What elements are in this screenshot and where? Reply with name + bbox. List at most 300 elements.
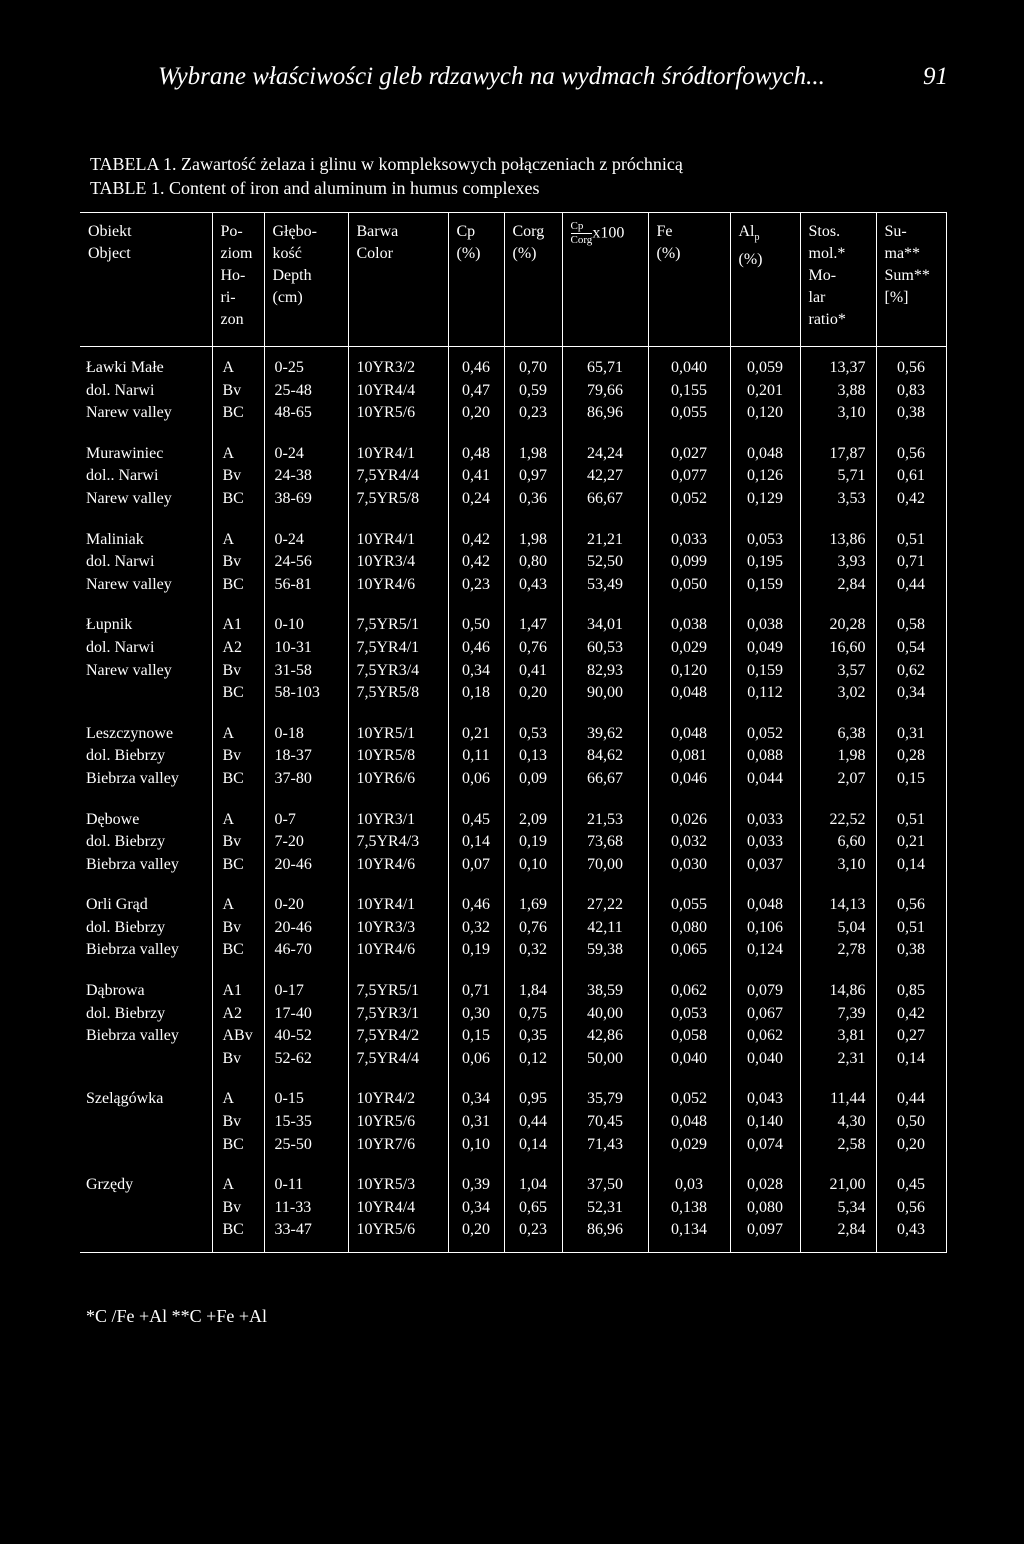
cell-al: 0,124 bbox=[730, 939, 800, 962]
cell-color: 10YR4/1 bbox=[348, 425, 448, 466]
cell-corg: 0,13 bbox=[504, 745, 562, 768]
cell-al: 0,129 bbox=[730, 488, 800, 511]
cell-horizon: A bbox=[212, 791, 264, 832]
cell-horizon: Bv bbox=[212, 465, 264, 488]
table-row bbox=[80, 425, 946, 466]
cell-cp: 0,47 bbox=[448, 380, 504, 403]
cell-depth: 0-18 bbox=[264, 705, 348, 746]
cell-object: Orli Grąd bbox=[86, 896, 148, 914]
cell-horizon: A bbox=[212, 511, 264, 552]
cell-color: 10YR5/3 bbox=[348, 1156, 448, 1197]
cell-al: 0,080 bbox=[730, 1197, 800, 1220]
header-color: Barwa Color bbox=[348, 213, 448, 347]
cell-object: Łupnik bbox=[86, 616, 133, 634]
cell-depth: 48-65 bbox=[264, 402, 348, 425]
cell-horizon: ABv bbox=[212, 1025, 264, 1048]
cell-fe: 0,065 bbox=[648, 939, 730, 962]
page-number: 91 bbox=[923, 63, 948, 90]
cell-object: Narew valley bbox=[86, 575, 172, 593]
cell-horizon: A bbox=[212, 1070, 264, 1111]
cell-horizon: A2 bbox=[212, 637, 264, 660]
cell-depth: 17-40 bbox=[264, 1003, 348, 1026]
cell-cp-corg-ratio: 52,50 bbox=[562, 551, 648, 574]
cell-cp-corg-ratio: 90,00 bbox=[562, 682, 648, 705]
table-row bbox=[80, 854, 946, 877]
cell-corg: 0,80 bbox=[504, 551, 562, 574]
cell-sum: 0,58 bbox=[876, 596, 946, 637]
cell-fe: 0,052 bbox=[648, 488, 730, 511]
cell-fe: 0,052 bbox=[648, 1070, 730, 1111]
table-row bbox=[80, 574, 946, 597]
cell-sum: 0,56 bbox=[876, 1197, 946, 1220]
cell-cp: 0,06 bbox=[448, 1048, 504, 1071]
cell-al: 0,067 bbox=[730, 1003, 800, 1026]
cell-object bbox=[80, 1197, 212, 1220]
cell-corg: 0,53 bbox=[504, 705, 562, 746]
cell-depth: 52-62 bbox=[264, 1048, 348, 1071]
cell-sum: 0,15 bbox=[876, 768, 946, 791]
cell-al: 0,159 bbox=[730, 660, 800, 683]
cell-corg: 0,23 bbox=[504, 402, 562, 425]
cell-horizon: BC bbox=[212, 488, 264, 511]
cell-molar-ratio: 14,13 bbox=[800, 876, 876, 917]
cell-molar-ratio: 11,44 bbox=[800, 1070, 876, 1111]
table-row bbox=[80, 876, 946, 917]
cell-color: 7,5YR4/4 bbox=[348, 465, 448, 488]
cell-object bbox=[80, 1134, 212, 1157]
cell-corg: 0,76 bbox=[504, 917, 562, 940]
cell-depth: 15-35 bbox=[264, 1111, 348, 1134]
cell-color: 7,5YR3/1 bbox=[348, 1003, 448, 1026]
cell-al: 0,159 bbox=[730, 574, 800, 597]
cell-sum: 0,34 bbox=[876, 682, 946, 705]
cell-molar-ratio: 2,84 bbox=[800, 574, 876, 597]
cell-fe: 0,055 bbox=[648, 876, 730, 917]
table-row bbox=[80, 831, 946, 854]
table-row bbox=[80, 1070, 946, 1111]
cell-cp: 0,23 bbox=[448, 574, 504, 597]
table-row bbox=[80, 1048, 946, 1071]
cell-al: 0,062 bbox=[730, 1025, 800, 1048]
cell-horizon: A bbox=[212, 347, 264, 380]
cell-al: 0,044 bbox=[730, 768, 800, 791]
cell-al: 0,112 bbox=[730, 682, 800, 705]
cell-depth: 38-69 bbox=[264, 488, 348, 511]
cell-fe: 0,048 bbox=[648, 705, 730, 746]
cell-cp: 0,31 bbox=[448, 1111, 504, 1134]
table-row bbox=[80, 1156, 946, 1197]
cell-sum: 0,62 bbox=[876, 660, 946, 683]
cell-molar-ratio: 13,37 bbox=[800, 347, 876, 380]
cell-horizon: BC bbox=[212, 1219, 264, 1252]
cell-corg: 0,65 bbox=[504, 1197, 562, 1220]
cell-fe: 0,050 bbox=[648, 574, 730, 597]
cell-cp-corg-ratio: 82,93 bbox=[562, 660, 648, 683]
cell-cp: 0,20 bbox=[448, 1219, 504, 1252]
cell-corg: 0,95 bbox=[504, 1070, 562, 1111]
cell-molar-ratio: 2,31 bbox=[800, 1048, 876, 1071]
cell-cp: 0,18 bbox=[448, 682, 504, 705]
cell-cp-corg-ratio: 86,96 bbox=[562, 402, 648, 425]
table-row bbox=[80, 768, 946, 791]
cell-fe: 0,048 bbox=[648, 1111, 730, 1134]
cell-al: 0,033 bbox=[730, 831, 800, 854]
caption-english: TABLE 1. Content of iron and aluminum in humus complexes bbox=[90, 178, 540, 198]
cell-depth: 24-38 bbox=[264, 465, 348, 488]
cell-horizon: BC bbox=[212, 402, 264, 425]
cell-object: Leszczynowe bbox=[86, 724, 174, 742]
cell-molar-ratio: 3,57 bbox=[800, 660, 876, 683]
cell-corg: 0,10 bbox=[504, 854, 562, 877]
cell-color: 10YR6/6 bbox=[348, 768, 448, 791]
cell-horizon: A bbox=[212, 1156, 264, 1197]
cell-depth: 0-17 bbox=[264, 962, 348, 1003]
cell-al: 0,052 bbox=[730, 705, 800, 746]
cell-object: Biebrza valley bbox=[86, 855, 179, 873]
cell-fe: 0,081 bbox=[648, 745, 730, 768]
cell-al: 0,038 bbox=[730, 596, 800, 637]
cell-molar-ratio: 1,98 bbox=[800, 745, 876, 768]
cell-depth: 0-25 bbox=[264, 347, 348, 380]
cell-fe: 0,029 bbox=[648, 637, 730, 660]
cell-color: 7,5YR4/2 bbox=[348, 1025, 448, 1048]
cell-molar-ratio: 3,10 bbox=[800, 854, 876, 877]
cell-fe: 0,155 bbox=[648, 380, 730, 403]
cell-color: 7,5YR5/8 bbox=[348, 682, 448, 705]
cell-corg: 0,97 bbox=[504, 465, 562, 488]
cell-corg: 0,20 bbox=[504, 682, 562, 705]
cell-corg: 0,76 bbox=[504, 637, 562, 660]
cell-molar-ratio: 21,00 bbox=[800, 1156, 876, 1197]
cell-cp-corg-ratio: 39,62 bbox=[562, 705, 648, 746]
cell-color: 10YR5/6 bbox=[348, 1219, 448, 1252]
header-horizon: Po- ziom Ho- ri- zon bbox=[212, 213, 264, 347]
cell-horizon: A1 bbox=[212, 596, 264, 637]
cell-cp-corg-ratio: 53,49 bbox=[562, 574, 648, 597]
cell-cp: 0,46 bbox=[448, 637, 504, 660]
cell-molar-ratio: 5,71 bbox=[800, 465, 876, 488]
cell-sum: 0,85 bbox=[876, 962, 946, 1003]
cell-cp: 0,10 bbox=[448, 1134, 504, 1157]
cell-horizon: BC bbox=[212, 939, 264, 962]
cell-object: dol. Narwi bbox=[86, 381, 155, 399]
cell-corg: 0,35 bbox=[504, 1025, 562, 1048]
cell-cp: 0,46 bbox=[448, 347, 504, 380]
table-row bbox=[80, 1197, 946, 1220]
cell-corg: 0,59 bbox=[504, 380, 562, 403]
cell-cp-corg-ratio: 27,22 bbox=[562, 876, 648, 917]
cell-cp-corg-ratio: 50,00 bbox=[562, 1048, 648, 1071]
cell-cp: 0,34 bbox=[448, 1197, 504, 1220]
cell-cp-corg-ratio: 70,00 bbox=[562, 854, 648, 877]
cell-molar-ratio: 5,34 bbox=[800, 1197, 876, 1220]
cell-depth: 0-24 bbox=[264, 425, 348, 466]
table-body bbox=[80, 347, 946, 1253]
cell-object: dol. Biebrzy bbox=[86, 918, 166, 936]
cell-cp: 0,42 bbox=[448, 551, 504, 574]
cell-horizon: Bv bbox=[212, 745, 264, 768]
table-row bbox=[80, 962, 946, 1003]
cell-al: 0,088 bbox=[730, 745, 800, 768]
cell-molar-ratio: 4,30 bbox=[800, 1111, 876, 1134]
cell-cp-corg-ratio: 79,66 bbox=[562, 380, 648, 403]
cell-color: 10YR4/1 bbox=[348, 511, 448, 552]
cell-cp: 0,21 bbox=[448, 705, 504, 746]
cell-cp: 0,71 bbox=[448, 962, 504, 1003]
cell-cp: 0,41 bbox=[448, 465, 504, 488]
table-row bbox=[80, 791, 946, 832]
cell-sum: 0,71 bbox=[876, 551, 946, 574]
cell-corg: 0,70 bbox=[504, 347, 562, 380]
cell-molar-ratio: 2,78 bbox=[800, 939, 876, 962]
header-object: Obiekt Object bbox=[80, 213, 212, 347]
cell-cp: 0,34 bbox=[448, 1070, 504, 1111]
cell-cp: 0,50 bbox=[448, 596, 504, 637]
cell-al: 0,195 bbox=[730, 551, 800, 574]
footnote: *C /Fe +Al **C +Fe +Al bbox=[86, 1306, 267, 1326]
cell-molar-ratio: 22,52 bbox=[800, 791, 876, 832]
table-row bbox=[80, 402, 946, 425]
cell-horizon: BC bbox=[212, 768, 264, 791]
cell-fe: 0,038 bbox=[648, 596, 730, 637]
cell-molar-ratio: 13,86 bbox=[800, 511, 876, 552]
cell-color: 7,5YR4/4 bbox=[348, 1048, 448, 1071]
table-caption bbox=[90, 152, 683, 200]
cell-fe: 0,058 bbox=[648, 1025, 730, 1048]
cell-fe: 0,062 bbox=[648, 962, 730, 1003]
cell-color: 10YR4/2 bbox=[348, 1070, 448, 1111]
cell-al: 0,126 bbox=[730, 465, 800, 488]
header-ratio: $\frac{Cp}{\text{Corg}}$ x100 bbox=[562, 213, 648, 347]
cell-fe: 0,099 bbox=[648, 551, 730, 574]
cell-depth: 0-7 bbox=[264, 791, 348, 832]
table-row bbox=[80, 551, 946, 574]
cell-horizon: Bv bbox=[212, 1197, 264, 1220]
table-row bbox=[80, 511, 946, 552]
cell-object: Grzędy bbox=[86, 1176, 134, 1194]
cell-molar-ratio: 3,53 bbox=[800, 488, 876, 511]
cell-horizon: A2 bbox=[212, 1003, 264, 1026]
cell-horizon: Bv bbox=[212, 831, 264, 854]
cell-corg: 1,04 bbox=[504, 1156, 562, 1197]
cell-cp: 0,15 bbox=[448, 1025, 504, 1048]
cell-corg: 1,84 bbox=[504, 962, 562, 1003]
table-row bbox=[80, 380, 946, 403]
cell-corg: 1,69 bbox=[504, 876, 562, 917]
cell-depth: 7-20 bbox=[264, 831, 348, 854]
cell-cp-corg-ratio: 21,21 bbox=[562, 511, 648, 552]
cell-color: 10YR4/4 bbox=[348, 1197, 448, 1220]
cell-sum: 0,31 bbox=[876, 705, 946, 746]
cell-horizon: BC bbox=[212, 854, 264, 877]
cell-color: 10YR3/4 bbox=[348, 551, 448, 574]
cell-horizon: A bbox=[212, 425, 264, 466]
cell-horizon: Bv bbox=[212, 1048, 264, 1071]
cell-fe: 0,077 bbox=[648, 465, 730, 488]
cell-al: 0,049 bbox=[730, 637, 800, 660]
cell-cp-corg-ratio: 35,79 bbox=[562, 1070, 648, 1111]
cell-molar-ratio: 2,07 bbox=[800, 768, 876, 791]
cell-molar-ratio: 3,93 bbox=[800, 551, 876, 574]
cell-cp-corg-ratio: 66,67 bbox=[562, 768, 648, 791]
running-head bbox=[158, 60, 948, 94]
cell-corg: 1,98 bbox=[504, 425, 562, 466]
cell-object: dol. Biebrzy bbox=[86, 747, 166, 765]
cell-fe: 0,033 bbox=[648, 511, 730, 552]
cell-cp-corg-ratio: 73,68 bbox=[562, 831, 648, 854]
cell-object: Murawiniec bbox=[86, 444, 164, 462]
cell-sum: 0,45 bbox=[876, 1156, 946, 1197]
cell-corg: 0,19 bbox=[504, 831, 562, 854]
cell-corg: 0,44 bbox=[504, 1111, 562, 1134]
header-sum: Su- ma** Sum** [%] bbox=[876, 213, 946, 347]
cell-fe: 0,040 bbox=[648, 1048, 730, 1071]
cell-fe: 0,046 bbox=[648, 768, 730, 791]
cell-depth: 24-56 bbox=[264, 551, 348, 574]
cell-cp-corg-ratio: 37,50 bbox=[562, 1156, 648, 1197]
cell-object: dol. Biebrzy bbox=[86, 1004, 166, 1022]
cell-color: 10YR5/1 bbox=[348, 705, 448, 746]
ratio-fraction: $\frac{Cp}{\text{Corg}}$ bbox=[570, 220, 593, 246]
table-row bbox=[80, 637, 946, 660]
cell-depth: 31-58 bbox=[264, 660, 348, 683]
table-row bbox=[80, 1025, 946, 1048]
cell-sum: 0,51 bbox=[876, 791, 946, 832]
cell-cp-corg-ratio: 59,38 bbox=[562, 939, 648, 962]
table-row bbox=[80, 1111, 946, 1134]
cell-cp: 0,20 bbox=[448, 402, 504, 425]
cell-depth: 20-46 bbox=[264, 854, 348, 877]
cell-corg: 0,43 bbox=[504, 574, 562, 597]
cell-object: dol. Biebrzy bbox=[86, 833, 166, 851]
cell-sum: 0,38 bbox=[876, 402, 946, 425]
cell-color: 10YR4/1 bbox=[348, 876, 448, 917]
cell-color: 7,5YR5/1 bbox=[348, 962, 448, 1003]
cell-corg: 0,23 bbox=[504, 1219, 562, 1252]
cell-sum: 0,42 bbox=[876, 1003, 946, 1026]
table-row bbox=[80, 488, 946, 511]
cell-sum: 0,14 bbox=[876, 1048, 946, 1071]
cell-depth: 25-50 bbox=[264, 1134, 348, 1157]
cell-sum: 0,83 bbox=[876, 380, 946, 403]
cell-molar-ratio: 7,39 bbox=[800, 1003, 876, 1026]
cell-sum: 0,20 bbox=[876, 1134, 946, 1157]
cell-cp-corg-ratio: 70,45 bbox=[562, 1111, 648, 1134]
cell-cp-corg-ratio: 38,59 bbox=[562, 962, 648, 1003]
header-row bbox=[80, 213, 946, 347]
cell-fe: 0,040 bbox=[648, 347, 730, 380]
table-row bbox=[80, 1134, 946, 1157]
cell-fe: 0,030 bbox=[648, 854, 730, 877]
cell-depth: 0-24 bbox=[264, 511, 348, 552]
table-row bbox=[80, 660, 946, 683]
cell-color: 10YR7/6 bbox=[348, 1134, 448, 1157]
cell-cp: 0,07 bbox=[448, 854, 504, 877]
cell-object: Szelągówka bbox=[86, 1090, 164, 1108]
caption-polish: TABELA 1. Zawartość żelaza i glinu w kompleksowych połączeniach z próchnicą bbox=[90, 154, 683, 174]
cell-color: 10YR3/2 bbox=[348, 347, 448, 380]
cell-molar-ratio: 3,81 bbox=[800, 1025, 876, 1048]
cell-cp: 0,11 bbox=[448, 745, 504, 768]
cell-object: Biebrza valley bbox=[86, 941, 179, 959]
cell-molar-ratio: 3,10 bbox=[800, 402, 876, 425]
cell-molar-ratio: 20,28 bbox=[800, 596, 876, 637]
cell-color: 10YR4/4 bbox=[348, 380, 448, 403]
cell-al: 0,079 bbox=[730, 962, 800, 1003]
cell-horizon: BC bbox=[212, 574, 264, 597]
cell-sum: 0,28 bbox=[876, 745, 946, 768]
cell-molar-ratio: 2,58 bbox=[800, 1134, 876, 1157]
cell-color: 10YR5/8 bbox=[348, 745, 448, 768]
cell-al: 0,028 bbox=[730, 1156, 800, 1197]
cell-depth: 33-47 bbox=[264, 1219, 348, 1252]
table-row bbox=[80, 1003, 946, 1026]
cell-corg: 0,09 bbox=[504, 768, 562, 791]
header-al: $Al_p$ (%) bbox=[730, 213, 800, 347]
cell-sum: 0,50 bbox=[876, 1111, 946, 1134]
cell-sum: 0,43 bbox=[876, 1219, 946, 1252]
table-row bbox=[80, 917, 946, 940]
cell-al: 0,106 bbox=[730, 917, 800, 940]
cell-corg: 0,75 bbox=[504, 1003, 562, 1026]
cell-al: 0,048 bbox=[730, 876, 800, 917]
cell-cp: 0,48 bbox=[448, 425, 504, 466]
cell-color: 10YR3/1 bbox=[348, 791, 448, 832]
cell-cp: 0,30 bbox=[448, 1003, 504, 1026]
cell-cp-corg-ratio: 60,53 bbox=[562, 637, 648, 660]
cell-sum: 0,56 bbox=[876, 347, 946, 380]
table-row bbox=[80, 465, 946, 488]
cell-depth: 37-80 bbox=[264, 768, 348, 791]
cell-object: dol.. Narwi bbox=[86, 467, 159, 485]
cell-sum: 0,42 bbox=[876, 488, 946, 511]
cell-object: Dębowe bbox=[86, 810, 140, 828]
cell-color: 10YR5/6 bbox=[348, 402, 448, 425]
cell-molar-ratio: 16,60 bbox=[800, 637, 876, 660]
cell-corg: 0,36 bbox=[504, 488, 562, 511]
cell-cp-corg-ratio: 42,86 bbox=[562, 1025, 648, 1048]
cell-fe: 0,026 bbox=[648, 791, 730, 832]
cell-al: 0,120 bbox=[730, 402, 800, 425]
cell-horizon: Bv bbox=[212, 1111, 264, 1134]
cell-cp: 0,14 bbox=[448, 831, 504, 854]
cell-object bbox=[80, 1111, 212, 1134]
cell-al: 0,140 bbox=[730, 1111, 800, 1134]
header-corg: Corg (%) bbox=[504, 213, 562, 347]
cell-color: 10YR5/6 bbox=[348, 1111, 448, 1134]
cell-fe: 0,032 bbox=[648, 831, 730, 854]
cell-cp: 0,34 bbox=[448, 660, 504, 683]
cell-sum: 0,54 bbox=[876, 637, 946, 660]
cell-color: 7,5YR5/1 bbox=[348, 596, 448, 637]
table-row bbox=[80, 596, 946, 637]
cell-object: dol. Narwi bbox=[86, 638, 155, 656]
cell-cp: 0,19 bbox=[448, 939, 504, 962]
cell-sum: 0,61 bbox=[876, 465, 946, 488]
cell-cp-corg-ratio: 21,53 bbox=[562, 791, 648, 832]
cell-cp-corg-ratio: 24,24 bbox=[562, 425, 648, 466]
cell-object: Biebrza valley bbox=[86, 769, 179, 787]
cell-molar-ratio: 14,86 bbox=[800, 962, 876, 1003]
table-row bbox=[80, 347, 946, 380]
cell-corg: 1,47 bbox=[504, 596, 562, 637]
cell-al: 0,097 bbox=[730, 1219, 800, 1252]
cell-object: dol. Narwi bbox=[86, 553, 155, 571]
cell-object bbox=[80, 1048, 212, 1071]
cell-color: 10YR3/3 bbox=[348, 917, 448, 940]
cell-horizon: BC bbox=[212, 682, 264, 705]
cell-depth: 20-46 bbox=[264, 917, 348, 940]
